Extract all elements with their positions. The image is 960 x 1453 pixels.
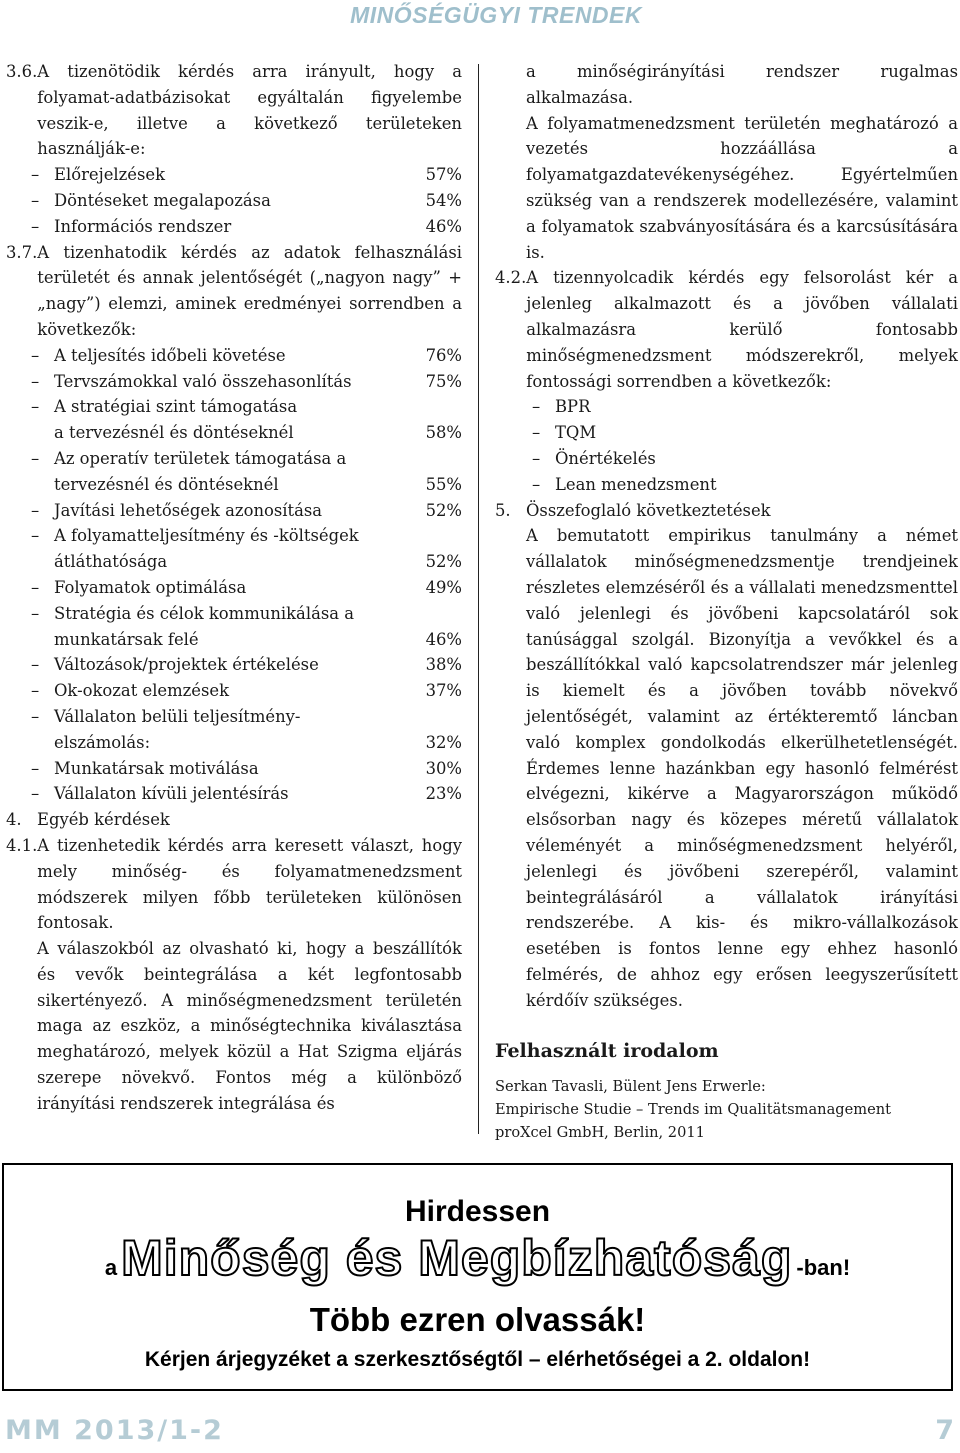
section-4-heading [6,807,462,833]
item-percent: 52% [425,552,462,572]
item-label: Az operatív területek támogatása a [54,448,347,468]
section-4-2 [495,265,958,394]
dash: – [31,216,40,236]
item-label-cont: a tervezésnél és döntéseknél [54,423,294,443]
dash: – [31,500,40,520]
list-item-continuation [6,420,462,446]
item-label: A teljesítés időbeli követése [54,345,286,365]
ad-suffix: -ban! [796,1255,851,1280]
item-label: Előrejelzések [54,165,166,185]
advertisement-box [2,1163,953,1391]
item-percent: 23% [425,784,462,804]
ad-magazine-line [4,1229,951,1287]
item-label: Lean menedzsment [555,474,717,494]
item-label: A folyamatteljesítmény és -költségek [54,526,359,546]
section-text: A tizenhatodik kérdés az adatok felhasználási területét és annak jelentőségét („nagyon nagy” + „nagy”) elemzi, aminek eredményei sorrendben a következők: [37,242,462,339]
method-list [495,394,958,497]
item-percent-spacer [416,394,462,420]
reference-line: Empirische Studie – Trends im Qualitätsmanagement [495,1101,891,1119]
section-text: A tizenhetedik kérdés arra keresett választ, hogy mely minőség- és folyamatmenedzsment módszerek milyen főbb területeken különösen fontosak. [37,835,462,933]
section-number: 5. [495,500,511,520]
dash: – [31,706,40,726]
dash: – [31,603,40,623]
item-label: TQM [555,423,597,443]
section-3-7 [6,240,462,343]
list-item [6,704,462,730]
continued-paragraph: a minőségirányítási rendszer rugalmas alkalmazása. [526,62,958,107]
item-percent: 57% [425,165,462,185]
item-percent: 38% [425,655,462,675]
item-percent-spacer [416,446,462,472]
item-label: BPR [555,397,591,417]
list-item [532,420,958,446]
dash: – [532,448,541,468]
item-label: Önértékelés [555,448,656,468]
right-column [495,59,958,1144]
item-label: Munkatársak motiválása [54,758,259,778]
section-5-heading [495,498,958,524]
dash: – [31,448,40,468]
list-item [6,188,462,214]
reference-line: Serkan Tavasli, Bülent Jens Erwerle: [495,1078,766,1096]
list-item [6,162,462,188]
dash: – [31,345,40,365]
section-title: Egyéb kérdések [37,810,170,830]
list-item [6,394,462,420]
dash: – [532,474,541,494]
list-item-continuation [6,627,462,653]
item-percent: 76% [425,345,462,365]
list-item [6,756,462,782]
references-heading: Felhasznált irodalom [495,1040,719,1063]
running-header: MINŐSÉGÜGYI TRENDEK [350,2,642,28]
item-label: Vállalaton belüli teljesítmény- [54,706,301,726]
item-label: Döntéseket megalapozása [54,190,271,210]
section-4-1 [6,833,462,936]
item-percent: 52% [425,500,462,520]
section-text: A tizennyolcadik kérdés egy felsorolást kér a jelenleg alkalmazott és a jövőben vállalati alkalmazásra kerülő fontosabb minőségmenedzsment módszerekről, melyek fontossági sorrendben a következők: [526,268,958,391]
list-item [6,523,462,549]
list-item [532,446,958,472]
item-label: Ok-okozat elemzések [54,681,230,701]
item-label: Vállalaton kívüli jelentésírás [54,784,289,804]
section-paragraph: A válaszokból az olvasható ki, hogy a beszállítók és vevők beintegrálása a két legfontosabb sikertényező. A minőségmenedzsment területén maga az eszköz, a minőségtechnika kiválasztása meghatározó, melyek közül a Hat Szigma eljárás szerepe növekvő. Fontos még a különböző irányítási rendszerek integrálása és [37,939,462,1113]
list-item [6,446,462,472]
item-percent-spacer [416,601,462,627]
section-number: 3.7. [6,242,38,262]
item-label: Javítási lehetőségek azonosítása [54,500,323,520]
item-label-cont: elszámolás: [54,732,151,752]
section-title: Összefoglaló következtetések [526,500,771,520]
dash: – [31,784,40,804]
item-label: Információs rendszer [54,216,232,236]
issue-label: MM 2013/1-2 [5,1415,224,1446]
list-item [6,781,462,807]
list-item [6,343,462,369]
item-percent: 58% [425,423,462,443]
item-label-cont: átláthatósága [54,552,168,572]
ad-call-to-action: Kérjen árjegyzéket a szerkesztőségtől – elérhetőségei a 2. oldalon! [144,1348,811,1371]
list-item-continuation [6,549,462,575]
item-percent: 54% [425,190,462,210]
section-number: 4.2. [495,268,527,288]
item-label: Tervszámokkal való összehasonlítás [54,371,352,391]
list-item [6,369,462,395]
list-item [6,498,462,524]
dash: – [31,165,40,185]
continued-paragraph: A folyamatmenedzsment területén meghatározó a vezetés hozzáállása a folyamatgazdatevékenységéhez. Egyértelműen szükség van a rendszerek modellezésére, valamint a folyamatok szabványosítására és a karcsúsítására is. [526,113,958,262]
list-item [532,472,958,498]
item-percent: 75% [425,371,462,391]
list-item [532,394,958,420]
dash: – [31,526,40,546]
item-percent: 30% [425,758,462,778]
ad-prefix: a [104,1255,118,1280]
page-number: 7 [935,1415,954,1446]
item-label-cont: tervezésnél és döntéseknél [54,474,279,494]
list-item [6,678,462,704]
section-text: A tizenötödik kérdés arra irányult, hogy a folyamat-adatbázisokat egyáltalán figyelembe veszik-e, illetve a következő területeken használják-e: [37,62,462,159]
left-column [6,59,462,1117]
dash: – [31,681,40,701]
dash: – [31,190,40,210]
item-percent-spacer [416,523,462,549]
dash: – [532,397,541,417]
ad-headline: Hirdessen [404,1195,551,1228]
item-percent: 37% [425,681,462,701]
section-number: 4.1. [6,835,38,855]
item-label: A stratégiai szint támogatása [54,397,298,417]
item-percent: 46% [425,216,462,236]
dash: – [31,577,40,597]
reference-line: proXcel GmbH, Berlin, 2011 [495,1124,705,1142]
item-label-cont: munkatársak felé [54,629,199,649]
item-percent-spacer [416,704,462,730]
dash: – [31,397,40,417]
item-percent: 32% [425,732,462,752]
list-item [6,652,462,678]
dash: – [31,371,40,391]
section-number: 3.6. [6,62,38,81]
dash: – [31,655,40,675]
dash: – [31,758,40,778]
list-item [6,214,462,240]
item-label: Folyamatok optimálása [54,577,247,597]
dash: – [532,423,541,443]
magazine-name: Minőség és Megbízhatóság [121,1230,793,1286]
section-text: A bemutatott empirikus tanulmány a német vállalatok minőségmenedzsmentje trendjeinek részletes elemzéséről és a vállalati menedzsmenttel való jelenlegi és jövőbeni kapcsolatáról sok tanúsággal szolgál. Bizonyítja a vevőkkel és a beszállítókkal való kapcsolatrendszer már jelenleg is kiemelt és a jövőben tovább növekvő jelentőségét, valamint az értékteremtő láncban való komplex gondolkodás elkerülhetetlenségét. Érdemes lenne hazánkban egy hasonló felmérést elvégezni, kikérve a Magyarországon működő elsősorban nagy és közepes méretű vállalatok véleményét a minőségmenedzsment helyéről, jelenlegi és jövőbeni szerepéről, valamint beintegrálásáról a vállalatok irányítási rendszerébe. A kis- és mikro-vállalkozások esetében is fontos lenne egy ehhez hasonló felmérés, de ahhoz egy erősen leegyszerűsített kérdőív szükséges. [526,526,958,1010]
item-label: Változások/projektek értékelése [54,655,319,675]
column-divider [478,64,479,1134]
list-item-continuation [6,730,462,756]
list-item [6,601,462,627]
list-item [6,575,462,601]
section-3-6 [6,59,462,162]
section-number: 4. [6,810,22,830]
ad-tagline: Több ezren olvassák! [309,1301,646,1338]
item-percent: 55% [425,474,462,494]
item-percent: 49% [425,577,462,597]
item-label: Stratégia és célok kommunikálása a [54,603,355,623]
item-percent: 46% [425,629,462,649]
list-item-continuation [6,472,462,498]
